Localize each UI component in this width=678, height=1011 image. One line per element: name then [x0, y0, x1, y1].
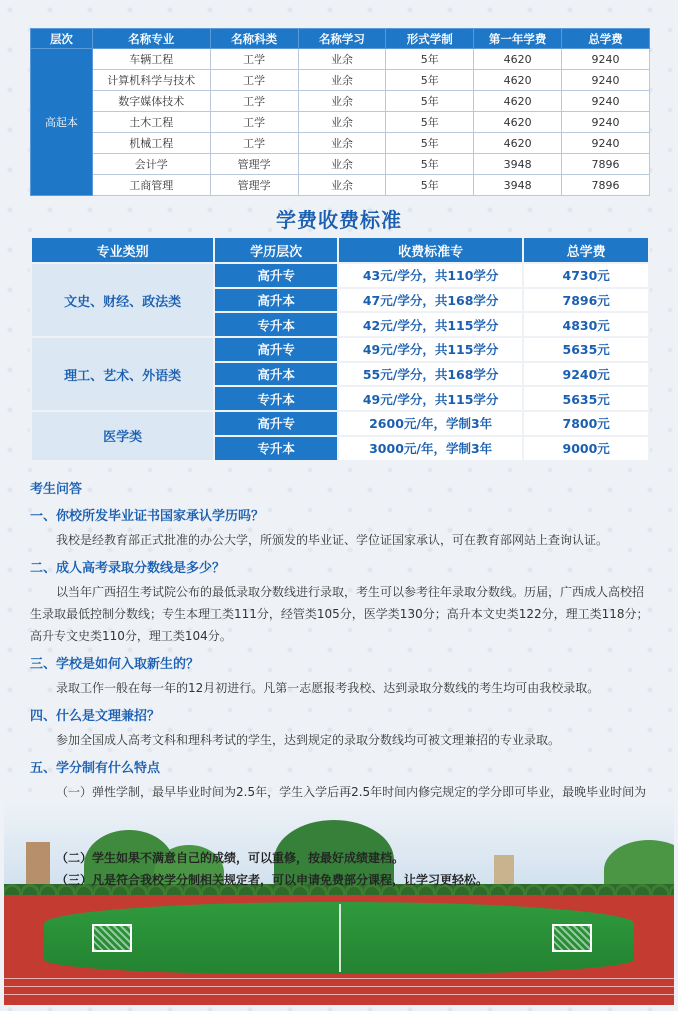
fee-standard-table: [30, 236, 650, 462]
program-fee-table: [30, 28, 650, 196]
section-title: 学费收费标准: [276, 208, 402, 232]
header-cell: 学历层次: [214, 237, 338, 263]
stadium-photo: [4, 800, 674, 1005]
faq-answer: 我校是经教育部正式批准的办公大学，所颁发的毕业证、学位证国家承认，可在教育部网站上查询认证。: [56, 533, 609, 547]
level-cell: 高升本: [214, 362, 338, 387]
faq-answer: 参加全国成人高考文科和理科考试的学生，达到规定的录取分数线均可被文理兼招的专业录取。: [56, 733, 561, 747]
table-cell: 9240: [562, 70, 650, 91]
category-cell: 医学类: [31, 411, 214, 460]
level-cell: 高起本: [31, 49, 93, 196]
table-cell: 5年: [386, 133, 474, 154]
faq-answer: 以当年广西招生考试院公布的最低录取分数线进行录取，考生可以参考往年录取分数线。历届，广西成人高校招生录取最低控制分数线；专生本理工类111分，经管类105分，医学类130分；高升本文史类122分，理工类118分；高升专文史类110分，理工类104分。: [30, 585, 649, 643]
total-cell: 7800元: [523, 411, 649, 436]
fee-cell: 42元/学分，共115学分: [338, 312, 523, 337]
faq-title: 考生问答: [30, 482, 83, 497]
table-cell: 4620: [474, 49, 562, 70]
table-row: [31, 337, 649, 362]
total-cell: 5635元: [523, 386, 649, 411]
header-cell: 名称科类: [210, 29, 298, 49]
table-cell: 4620: [474, 112, 562, 133]
faq-question: 四、什么是文理兼招？: [30, 709, 161, 724]
table-cell: 土木工程: [92, 112, 210, 133]
header-cell: 层次: [31, 29, 93, 49]
faq-section: [30, 478, 650, 825]
table-cell: 4620: [474, 133, 562, 154]
header-cell: 总学费: [562, 29, 650, 49]
table-row: [31, 154, 650, 175]
fee-cell: 43元/学分，共110学分: [338, 263, 523, 288]
level-cell: 高升专: [214, 411, 338, 436]
faq-question: 二、成人高考录取分数线是多少？: [30, 561, 226, 576]
table-cell: 9240: [562, 133, 650, 154]
table-cell: 5年: [386, 112, 474, 133]
table-cell: 工学: [210, 70, 298, 91]
total-cell: 9000元: [523, 436, 649, 461]
category-cell: 理工、艺术、外语类: [31, 337, 214, 411]
level-cell: 高升专: [214, 263, 338, 288]
header-cell: 专业类别: [31, 237, 214, 263]
table-cell: 5年: [386, 175, 474, 196]
fee-cell: 55元/学分，共168学分: [338, 362, 523, 387]
level-cell: 高升专: [214, 337, 338, 362]
table-cell: 管理学: [210, 154, 298, 175]
table-row: [31, 411, 649, 436]
faq-answer: （一）弹性学制，最早毕业时间为2.5年，学生入学后再2.5年时间内修完规定的学分即可毕业，最晚毕业时间为: [56, 785, 647, 799]
total-cell: 4830元: [523, 312, 649, 337]
table-cell: 工学: [210, 49, 298, 70]
table-cell: 业余: [298, 112, 386, 133]
table-cell: 业余: [298, 154, 386, 175]
table-cell: 工学: [210, 133, 298, 154]
table-row: [31, 175, 650, 196]
table-row: [31, 112, 650, 133]
table-cell: 会计学: [92, 154, 210, 175]
table-cell: 5年: [386, 49, 474, 70]
table-cell: 3948: [474, 175, 562, 196]
table-cell: 工学: [210, 91, 298, 112]
table-cell: 业余: [298, 91, 386, 112]
level-cell: 专升本: [214, 436, 338, 461]
table-cell: 计算机科学与技术: [92, 70, 210, 91]
fee-cell: 3000元/年，学制3年: [338, 436, 523, 461]
table-row: [31, 70, 650, 91]
header-cell: 总学费: [523, 237, 649, 263]
table-cell: 4620: [474, 70, 562, 91]
total-cell: 4730元: [523, 263, 649, 288]
total-cell: 7896元: [523, 288, 649, 313]
fee-cell: 47元/学分，共168学分: [338, 288, 523, 313]
table-cell: 管理学: [210, 175, 298, 196]
table-row: [31, 91, 650, 112]
header-cell: 第一年学费: [474, 29, 562, 49]
table-row: [31, 133, 650, 154]
table-cell: 9240: [562, 49, 650, 70]
faq-question: 一、你校所发毕业证书国家承认学历吗？: [30, 509, 265, 524]
level-cell: 高升本: [214, 288, 338, 313]
fee-cell: 2600元/年，学制3年: [338, 411, 523, 436]
table-cell: 车辆工程: [92, 49, 210, 70]
faq-answer: （二）学生如果不满意自己的成绩，可以重修，按最好成绩建档。: [56, 851, 405, 865]
faq-answer: （三）凡是符合我校学分制相关规定者，可以申请免费部分课程，让学习更轻松。: [56, 873, 489, 887]
fee-cell: 49元/学分，共115学分: [338, 337, 523, 362]
total-cell: 5635元: [523, 337, 649, 362]
faq-question: 五、学分制有什么特点: [30, 761, 161, 776]
table-cell: 4620: [474, 91, 562, 112]
table-cell: 业余: [298, 175, 386, 196]
table-cell: 业余: [298, 133, 386, 154]
table-row: [31, 263, 649, 288]
level-cell: 专升本: [214, 312, 338, 337]
table-cell: 数字媒体技术: [92, 91, 210, 112]
table-row: [31, 49, 650, 70]
header-cell: 名称学习: [298, 29, 386, 49]
table-header-row: [31, 29, 650, 49]
header-cell: 收费标准专: [338, 237, 523, 263]
table-cell: 工商管理: [92, 175, 210, 196]
table-cell: 工学: [210, 112, 298, 133]
level-cell: 专升本: [214, 386, 338, 411]
table-cell: 9240: [562, 91, 650, 112]
faq-answer: 录取工作一般在每一年的12月初进行。凡第一志愿报考我校、达到录取分数线的考生均可由我校录取。: [56, 681, 600, 695]
header-cell: 形式学制: [386, 29, 474, 49]
header-cell: 名称专业: [92, 29, 210, 49]
category-cell: 文史、财经、政法类: [31, 263, 214, 337]
table-cell: 5年: [386, 91, 474, 112]
total-cell: 9240元: [523, 362, 649, 387]
table-cell: 7896: [562, 154, 650, 175]
faq-question: 三、学校是如何入取新生的？: [30, 657, 200, 672]
table-header-row: [31, 237, 649, 263]
table-cell: 5年: [386, 154, 474, 175]
table-cell: 机械工程: [92, 133, 210, 154]
table-cell: 5年: [386, 70, 474, 91]
table-cell: 3948: [474, 154, 562, 175]
table-cell: 7896: [562, 175, 650, 196]
table-cell: 9240: [562, 112, 650, 133]
table-cell: 业余: [298, 70, 386, 91]
table-cell: 业余: [298, 49, 386, 70]
fee-cell: 49元/学分，共115学分: [338, 386, 523, 411]
